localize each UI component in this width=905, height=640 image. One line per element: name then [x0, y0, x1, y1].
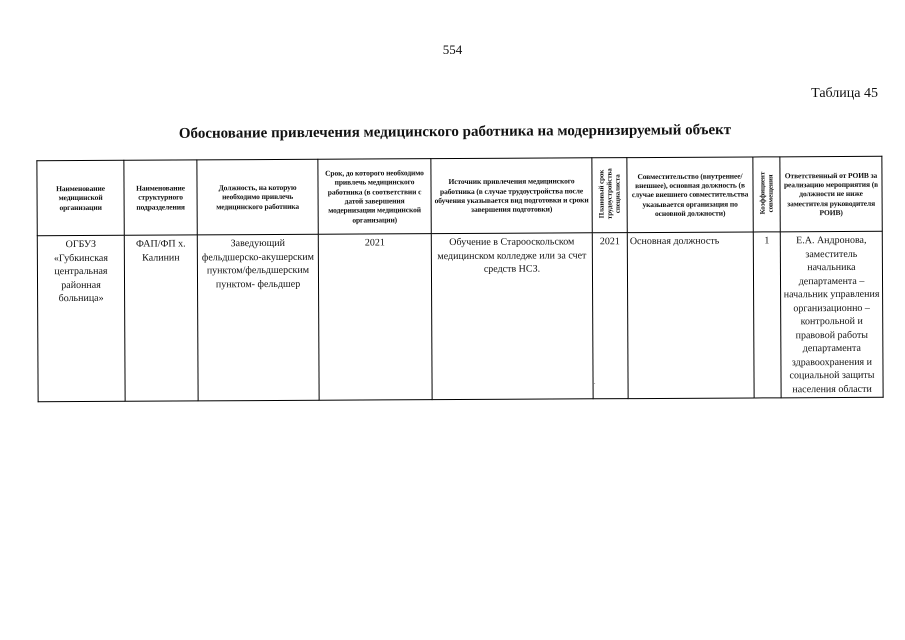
header-coefficient-text: Коэффициент совмещения — [758, 171, 775, 215]
table-label: Таблица 45 — [811, 86, 878, 101]
cell-responsible: Е.А. Андронова, заместитель начальника департамента – начальник управления организационно – контрольной и правовой работы департамента здравоохранения и социальной защиты населения области — [780, 231, 883, 398]
page-number: 554 — [442, 42, 463, 57]
header-position: Должность, на которую необходимо привлечь медицинского работника — [197, 159, 318, 235]
cell-planned-term: 2021 — [592, 233, 628, 399]
cell-source: Обучение в Старооскольском медицинском колледже или за счет средств НСЗ. — [431, 233, 593, 400]
cell-coefficient: 1 — [753, 232, 781, 398]
cell-subdivision: ФАП/ФП х. Калинин — [124, 235, 198, 401]
header-responsible: Ответственный от РОИВ за реализацию мероприятия (в должности не ниже заместителя руководителя РОИВ) — [780, 156, 882, 232]
header-row — [37, 156, 882, 235]
justification-table — [36, 156, 883, 402]
table-row — [37, 231, 883, 401]
stray-mark: . — [594, 380, 596, 386]
header-coefficient — [753, 157, 780, 232]
cell-organization: ОГБУЗ «Губкинская центральная районная больница» — [37, 235, 125, 401]
cell-position: Заведующий фельдшерско-акушерским пунктом/фельдшерским пунктом- фельдшер — [197, 234, 319, 401]
cell-deadline: 2021 — [318, 234, 432, 401]
header-planned-term-text: Плановый срок трудоустройства специалиста — [597, 168, 622, 220]
header-combination: Совместительство (внутреннее/ внешнее), основная должность (в случае внешнего совместительства указывается организация по основной должности) — [627, 157, 753, 233]
header-subdivision: Наименование структурного подразделения — [124, 160, 197, 235]
header-deadline: Срок, до которого необходимо привлечь медицинского работника (в соответствии с датой завершения модернизации медицинской организации) — [318, 159, 431, 235]
header-organization: Наименование медицинской организации — [37, 160, 124, 235]
header-source: Источник привлечения медицинского работника (в случае трудоустройства после обучения указывается вид подготовки и сроки завершения подготовки) — [431, 158, 592, 234]
document-title: Обоснование привлечения медицинского работника на модернизируемый объект — [178, 122, 732, 142]
header-planned-term — [592, 158, 627, 233]
cell-combination: Основная должность — [627, 232, 754, 399]
